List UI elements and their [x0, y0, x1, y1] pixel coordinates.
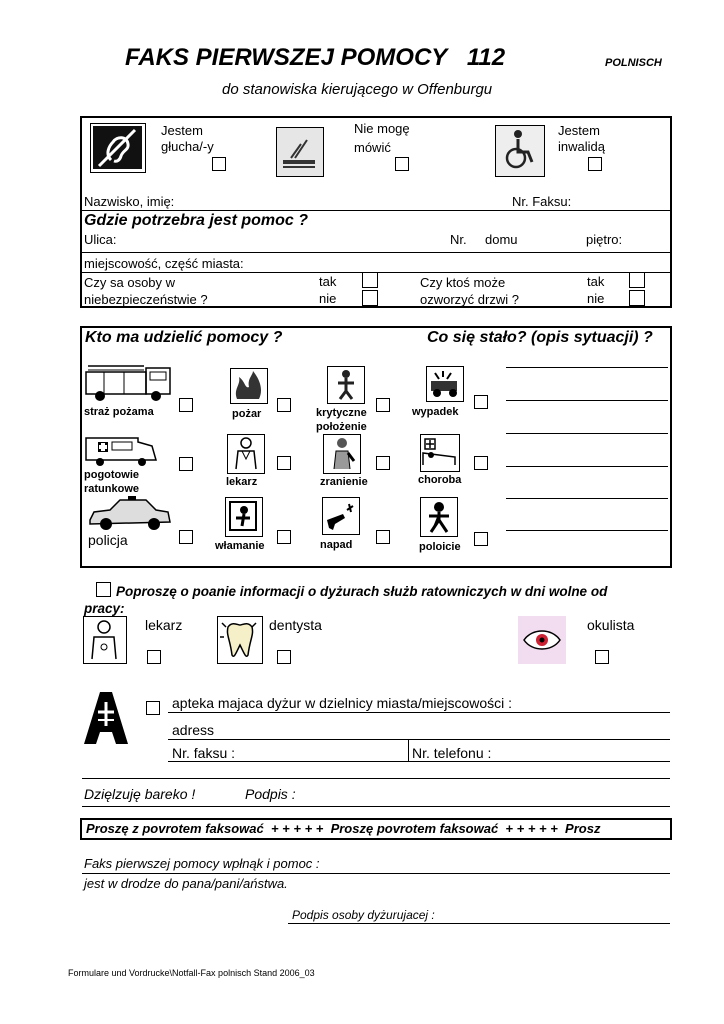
return-fax-text: Proszę z povrotem faksować + + + + + Proszę povrotem faksować + + + + + Prosz: [86, 821, 601, 836]
doctor-icon: [227, 434, 265, 474]
deaf-label: Jestem głucha/-y: [161, 123, 214, 154]
police-car-icon: [86, 496, 172, 532]
fax-number-label: Nr. Faksu:: [512, 194, 572, 209]
duty-info-request: Poproszę o poanie informacji o dyżurach służb ratowniczych w dni wolne od pracy:: [84, 584, 608, 616]
ambulance-label: pogotowie ratunkowe: [84, 469, 140, 495]
burglary-icon: [225, 497, 263, 537]
accident-icon: [426, 366, 464, 402]
thanks-text: Dzięlzuję bareko !: [84, 786, 196, 802]
poisoning-icon: [420, 497, 458, 537]
critical-label: krytyczne położenie: [316, 407, 367, 433]
doctor-checkbox[interactable]: [277, 456, 291, 470]
door-yes-checkbox[interactable]: [629, 272, 645, 288]
what-heading: Co się stało? (opis sytuacji) ?: [427, 329, 653, 346]
address-label: adress: [172, 722, 215, 738]
doctor-duty-icon: [83, 616, 127, 664]
accident-checkbox[interactable]: [474, 395, 488, 409]
received-text: Faks pierwszej pomocy wpłnąk i pomoc :: [84, 856, 320, 871]
house-label: domu: [485, 232, 518, 247]
floor-label: piętro:: [586, 232, 623, 247]
doctor-duty-label: lekarz: [145, 617, 183, 633]
door-yes-label: tak: [587, 274, 605, 289]
description-line: [506, 400, 668, 401]
description-line: [506, 498, 668, 499]
duty-signature-line: [288, 923, 670, 924]
divider: [82, 252, 670, 253]
dentist-label: dentysta: [269, 617, 322, 633]
page-title: FAKS PIERWSZEJ POMOCY 112: [125, 44, 506, 71]
danger-question: Czy sa osoby w niebezpieczeństwie ?: [84, 275, 208, 307]
accident-label: wypadek: [412, 406, 459, 418]
pharmacy-checkbox[interactable]: [146, 701, 160, 715]
danger-yes-label: tak: [319, 274, 337, 289]
who-heading: Kto ma udzielić pomocy ?: [85, 329, 283, 346]
eye-doctor-checkbox[interactable]: [595, 650, 609, 664]
assault-checkbox[interactable]: [376, 530, 390, 544]
ambulance-icon: [84, 432, 158, 468]
door-no-checkbox[interactable]: [629, 290, 645, 306]
illness-icon: [420, 434, 460, 472]
illness-checkbox[interactable]: [474, 456, 488, 470]
description-line: [506, 367, 668, 368]
assault-label: napad: [320, 539, 353, 551]
fire-checkbox[interactable]: [277, 398, 291, 412]
disabled-checkbox[interactable]: [588, 157, 602, 171]
duty-signature-label: Podpis osoby dyżurujacej :: [292, 908, 435, 922]
fire-label: pożar: [232, 408, 262, 420]
description-line: [506, 433, 668, 434]
poisoning-checkbox[interactable]: [474, 532, 488, 546]
page-subtitle: do stanowiska kierującego w Offenburgu: [222, 81, 493, 98]
phone-line: [168, 761, 670, 762]
danger-yes-checkbox[interactable]: [362, 272, 378, 288]
description-line: [506, 466, 668, 467]
signature-label: Podpis :: [245, 786, 296, 802]
town-label: miejscowość, część miasta:: [84, 256, 244, 271]
critical-checkbox[interactable]: [376, 398, 390, 412]
cannot-speak-icon: [276, 127, 324, 177]
divider: [408, 739, 409, 761]
description-line: [506, 530, 668, 531]
fire-icon: [230, 368, 268, 404]
divider: [82, 778, 670, 779]
police-checkbox[interactable]: [179, 530, 193, 544]
fire-brigade-label: straż pożama: [84, 406, 154, 418]
name-label: Nazwisko, imię:: [84, 194, 175, 209]
tooth-icon: [217, 616, 263, 664]
danger-no-label: nie: [319, 291, 337, 306]
language-label: POLNISCH: [605, 57, 662, 69]
where-heading: Gdzie potrzebra jest pomoc ?: [84, 212, 309, 229]
injury-icon: [323, 434, 361, 474]
street-label: Ulica:: [84, 232, 117, 247]
pharmacy-fax-label: Nr. faksu :: [172, 745, 236, 761]
dentist-checkbox[interactable]: [277, 650, 291, 664]
nr-label: Nr.: [450, 232, 467, 247]
received-line: [82, 873, 670, 874]
deaf-checkbox[interactable]: [212, 157, 226, 171]
injury-checkbox[interactable]: [376, 456, 390, 470]
pharmacy-line: [168, 712, 670, 713]
eye-doctor-label: okulista: [587, 617, 635, 633]
pharmacy-icon: [82, 690, 130, 746]
eye-icon: [518, 616, 566, 664]
signature-line: [82, 806, 670, 807]
burglary-label: włamanie: [215, 540, 265, 552]
poisoning-label: poloicie: [419, 541, 461, 553]
disabled-label: Jestem inwalidą: [558, 123, 605, 154]
return-fax-banner: [80, 818, 672, 840]
mute-label: Nie mogę mówić: [354, 121, 410, 155]
divider: [82, 210, 670, 211]
file-path: Formulare und Vordrucke\Notfall-Fax polnisch Stand 2006_03: [68, 968, 315, 978]
fire-truck-icon: [84, 362, 174, 404]
pharmacy-phone-label: Nr. telefonu :: [412, 745, 492, 761]
on-way-text: jest w drodze do pana/pani/aństwa.: [84, 876, 288, 891]
illness-label: choroba: [418, 474, 462, 486]
injury-label: zranienie: [320, 476, 368, 488]
burglary-checkbox[interactable]: [277, 530, 291, 544]
police-label: policja: [88, 532, 128, 548]
ambulance-checkbox[interactable]: [179, 457, 193, 471]
fire-brigade-checkbox[interactable]: [179, 398, 193, 412]
danger-no-checkbox[interactable]: [362, 290, 378, 306]
assault-icon: [322, 497, 360, 535]
doctor-duty-checkbox[interactable]: [147, 650, 161, 664]
critical-situation-icon: [327, 366, 365, 404]
mute-checkbox[interactable]: [395, 157, 409, 171]
door-question: Czy ktoś może ozworzyć drzwi ?: [420, 275, 519, 307]
address-line: [168, 739, 670, 740]
deaf-icon: [90, 123, 146, 173]
wheelchair-icon: [495, 125, 545, 177]
door-no-label: nie: [587, 291, 605, 306]
pharmacy-label: apteka majaca dyżur w dzielnicy miasta/miejscowości :: [172, 695, 513, 711]
doctor-label: lekarz: [226, 476, 258, 488]
